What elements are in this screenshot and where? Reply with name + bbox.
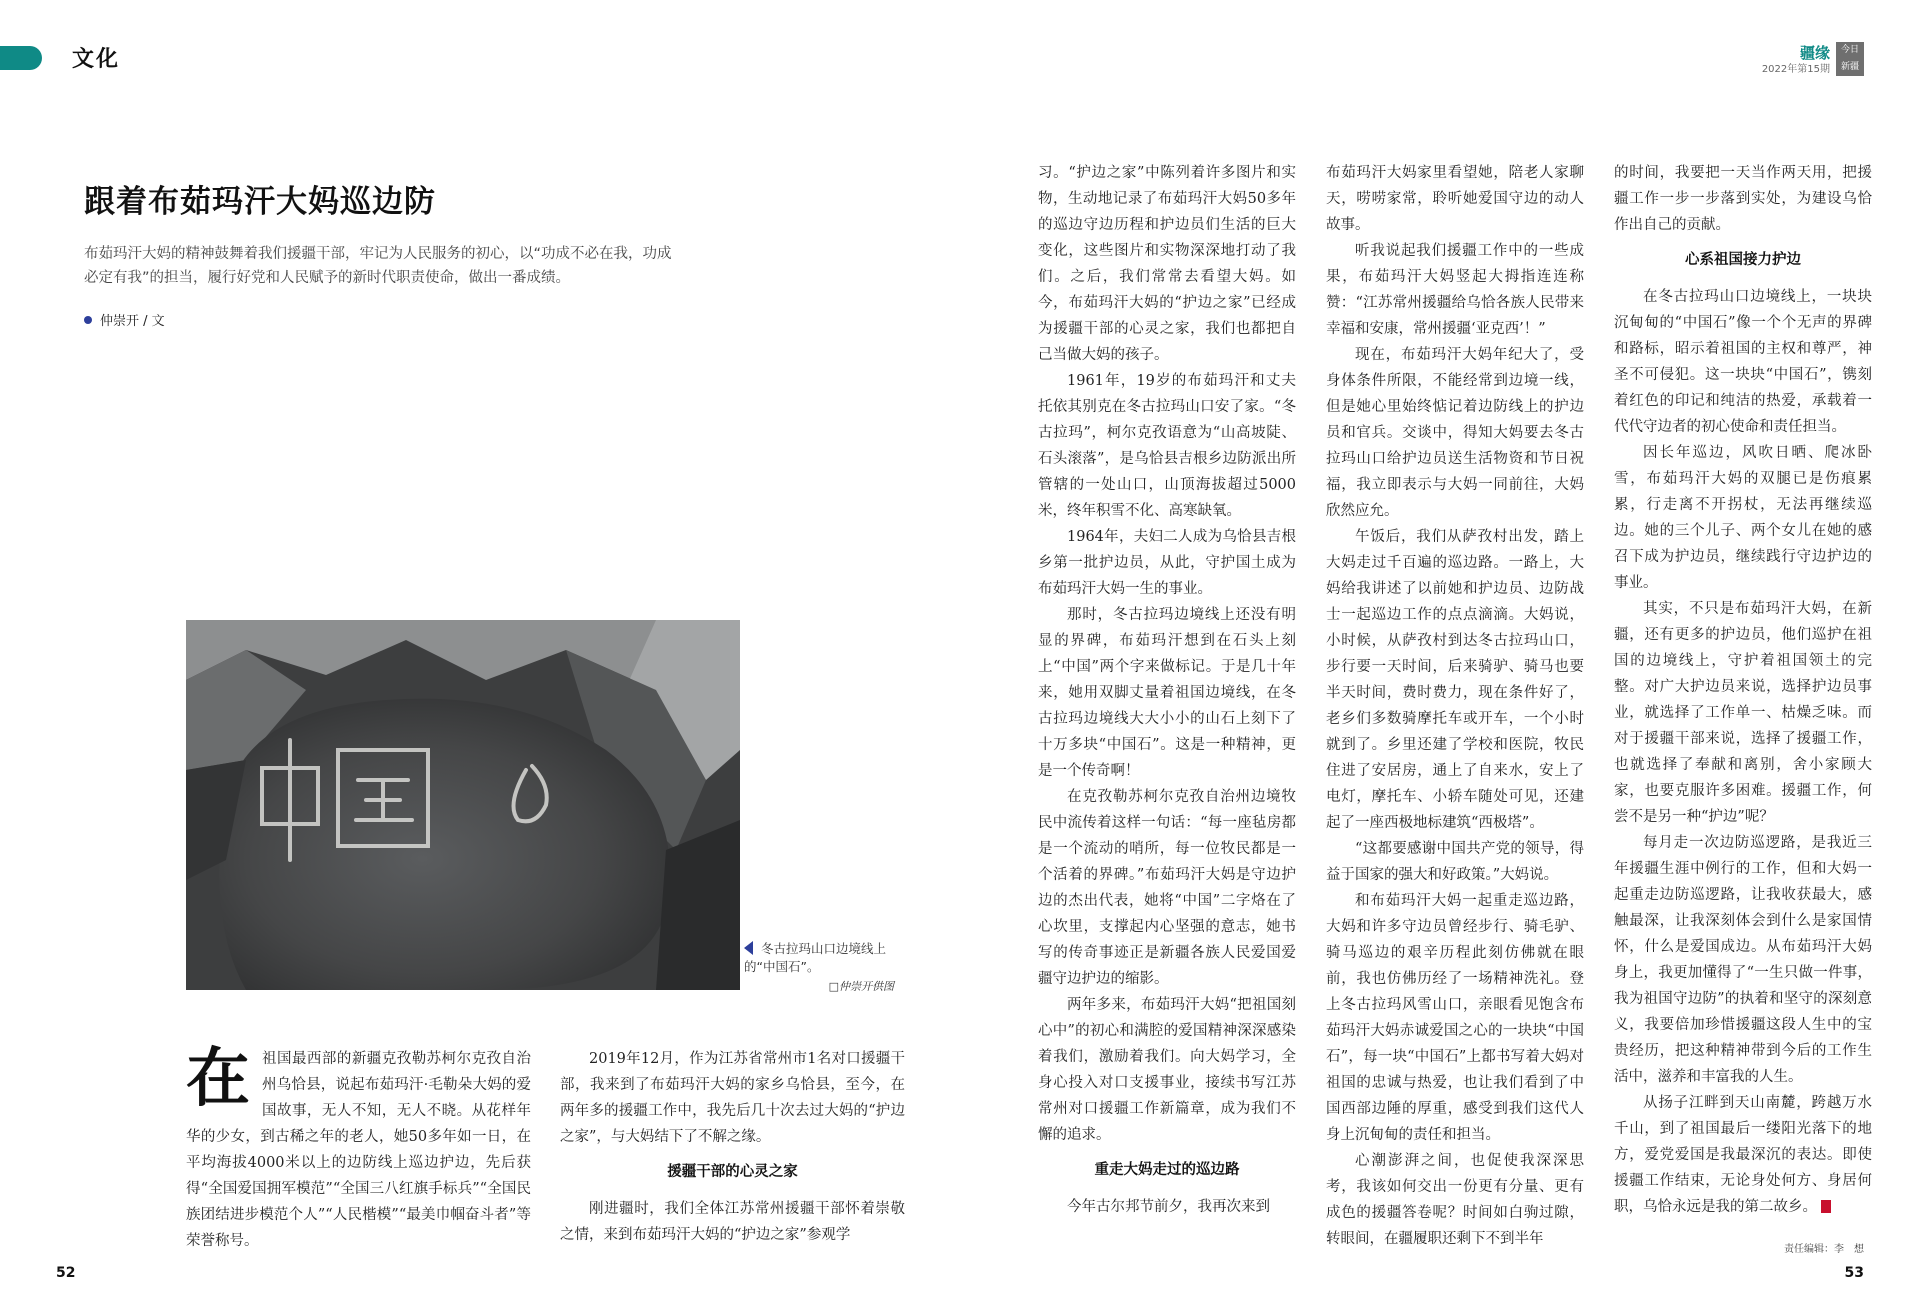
drop-cap: 在 xyxy=(186,1041,250,1116)
subheading: 重走大妈走过的巡边路 xyxy=(1094,1162,1240,1178)
paragraph: 的时间，我要把一天当作两天用，把援疆工作一步一步落到实处，为建设乌恰作出自己的贡献。 xyxy=(1614,165,1872,233)
badge-top: 今日 xyxy=(1840,45,1859,55)
article-column-5 xyxy=(1614,160,1872,1220)
section-tab-marker xyxy=(0,46,42,70)
photo-credit: □仲崇开供图 xyxy=(828,980,894,993)
paragraph: 每月走一次边防巡逻路，是我近三年援疆生涯中例行的工作，但和大妈一起重走边防巡逻路，让我收获最大，感触最深，让我深刻体会到什么是家国情怀，什么是爱国成边。从布茹玛汗大妈身上，我更加懂得了“一生只做一件事，我为祖国守边防”的执着和坚守的深刻意义，我要倍加珍惜援疆这段人生中的宝贵经历，把这种精神带到今后的工作生活中，滋养和丰富我的人生。 xyxy=(1614,835,1872,1085)
paragraph: “这都要感谢中国共产党的领导，得益于国家的强大和好政策。”大妈说。 xyxy=(1326,841,1584,883)
paragraph: 习。“护边之家”中陈列着许多图片和实物，生动地记录了布茹玛汗大妈50多年的巡边守边历程和护边员们生活的巨大变化，这些图片和实物深深地打动了我们。之后，我们常常去看望大妈。如今，布茹玛汗大妈的“护边之家”已经成为援疆干部的心灵之家，我们也都把自己当做大妈的孩子。 xyxy=(1038,165,1296,363)
paragraph: 布茹玛汗大妈家里看望她，陪老人家聊天，唠唠家常，聆听她爱国守边的动人故事。 xyxy=(1326,165,1584,233)
final-paragraph-text: 从扬子江畔到天山南麓，跨越万水千山，到了祖国最后一缕阳光落下的地方，爱党爱国是我最深沉的表达。即使援疆工作结束，无论身处何方、身居何职，乌恰永远是我的第二故乡。 xyxy=(1614,1095,1872,1215)
badge-bottom: 新疆 xyxy=(1840,62,1859,72)
paragraph: 午饭后，我们从萨孜村出发，踏上大妈走过千百遍的巡边路。一路上，大妈给我讲述了以前她和护边员、边防战士一起巡边工作的点点滴滴。大妈说，小时候，从萨孜村到达冬古拉玛山口，步行要一天时间，后来骑驴、骑马也要半天时间，费时费力，现在条件好了，老乡们多数骑摩托车或开车，一个小时就到了。乡里还建了学校和医院，牧民住进了安居房，通上了自来水，安上了电灯，摩托车、小轿车随处可见，还建起了一座西极地标建筑“西极塔”。 xyxy=(1326,529,1584,831)
page-number-left: 52 xyxy=(56,1265,76,1281)
paragraph: 1964年，夫妇二人成为乌恰县吉根乡第一批护边员，从此，守护国土成为布茹玛汗大妈一生的事业。 xyxy=(1038,529,1296,597)
paragraph: 和布茹玛汗大妈一起重走巡边路，大妈和许多守边员曾经步行、骑毛驴、骑马巡边的艰辛历程此刻仿佛就在眼前，我也仿佛历经了一场精神洗礼。登上冬古拉玛风雪山口，亲眼看见饱含布茹玛汗大妈赤诚爱国之心的一块块“中国石”，每一块“中国石”上都书写着大妈对祖国的忠诚与热爱，也让我们看到了中国西部边陲的厚重，感受到我们这代人身上沉甸甸的责任和担当。 xyxy=(1326,893,1584,1143)
article-column-3 xyxy=(1038,160,1296,1220)
magazine-masthead xyxy=(1754,42,1864,78)
author-byline xyxy=(84,310,165,329)
subheading: 心系祖国接力护边 xyxy=(1685,252,1801,268)
paragraph: 在克孜勒苏柯尔克孜自治州边境牧民中流传着这样一句话：“每一座毡房都是一个流动的哨所，每一位牧民都是一个活着的界碑。”布茹玛汗大妈是守边护边的杰出代表，她将“中国”二字烙在了心坎里，支撑起内心坚强的意志，她书写的传奇事迹正是新疆各族人民爱国爱疆守边护边的缩影。 xyxy=(1038,789,1296,987)
paragraph: 心潮澎湃之间，也促使我深深思考，我该如何交出一份更有分量、更有成色的援疆答卷呢？时间如白驹过隙，转眼间，在疆履职还剩下不到半年 xyxy=(1326,1153,1584,1247)
stone-photo-illustration xyxy=(186,620,740,990)
paragraph: 因长年巡边，风吹日晒、爬冰卧雪，布茹玛汗大妈的双腿已是伤痕累累，行走离不开拐杖，无法再继续巡边。她的三个儿子、两个女儿在她的感召下成为护边员，继续践行守边护边的事业。 xyxy=(1614,445,1872,591)
paragraph: 1961年，19岁的布茹玛汗和丈夫托依其别克在冬古拉玛山口安了家。“冬古拉玛”，柯尔克孜语意为“山高坡陡、石头滚落”，是乌恰县吉根乡边防派出所管辖的一处山口，山顶海拔超过5000米，终年积雪不化、高寒缺氧。 xyxy=(1038,373,1296,519)
author-name: 仲崇开 / 文 xyxy=(100,314,165,329)
article-title: 跟着布茹玛汗大妈巡边防 xyxy=(84,184,436,220)
byline-dot-icon xyxy=(84,316,92,324)
editor-credit: 责任编辑：李 想 xyxy=(1784,1244,1864,1255)
paragraph: 今年古尔邦节前夕，我再次来到 xyxy=(1067,1199,1270,1215)
paragraph: 两年多来，布茹玛汗大妈“把祖国刻心中”的初心和满腔的爱国精神深深感染着我们，激励着我们。向大妈学习，全身心投入对口支援事业，接续书写江苏常州对口援疆工作新篇章，成为我们不懈的追求。 xyxy=(1038,997,1296,1143)
paragraph: 祖国最西部的新疆克孜勒苏柯尔克孜自治州乌恰县，说起布茹玛汗·毛勒朵大妈的爱国故事，无人不知，无人不晓。从花样年华的少女，到古稀之年的老人，她50多年如一日，在平均海拔4000米以上的边防线上巡边护边，先后获得“全国爱国拥军模范”“全国三八红旗手标兵”“全国民族团结进步模范个人”“人民楷模”“最美巾帼奋斗者”等荣誉称号。 xyxy=(186,1051,531,1249)
article-photo xyxy=(186,620,740,990)
paragraph: 现在，布茹玛汗大妈年纪大了，受身体条件所限，不能经常到边境一线，但是她心里始终惦记着边防线上的护边员和官兵。交谈中，得知大妈要去冬古拉玛山口给护边员送生活物资和节日祝福，我立即表示与大妈一同前往，大妈欣然应允。 xyxy=(1326,347,1584,519)
paragraph: 那时，冬古拉玛边境线上还没有明显的界碑，布茹玛汗想到在石头上刻上“中国”两个字来做标记。于是几十年来，她用双脚丈量着祖国边境线，在冬古拉玛边境线大大小小的山石上刻下了十万多块“中国石”。这是一种精神，更是一个传奇啊！ xyxy=(1038,607,1296,779)
caption-text: 冬古拉玛山口边境线上的“中国石”。 xyxy=(744,941,887,974)
magazine-name: 疆缘 xyxy=(1799,44,1830,62)
caption-arrow-icon xyxy=(744,941,753,955)
page-number-right: 53 xyxy=(1844,1265,1864,1281)
paragraph: 其实，不只是布茹玛汗大妈，在新疆，还有更多的护边员，他们巡护在祖国的边境线上，守护着祖国领土的完整。对广大护边员来说，选择护边员事业，就选择了工作单一、枯燥乏味。而对于援疆干部来说，选择了援疆工作，也就选择了奉献和离别，舍小家顾大家，也要克服许多困难。援疆工作，何尝不是另一种“护边”呢？ xyxy=(1614,601,1872,825)
issue-label: 2022年第15期 xyxy=(1761,64,1830,75)
article-column-4 xyxy=(1326,160,1584,1252)
paragraph: 听我说起我们援疆工作中的一些成果，布茹玛汗大妈竖起大拇指连连称赞：“江苏常州援疆给乌恰各族人民带来幸福和安康，常州援疆‘亚克西’！” xyxy=(1326,243,1584,337)
subheading: 援疆干部的心灵之家 xyxy=(667,1164,798,1180)
article-column-1 xyxy=(186,1041,531,1254)
magazine-badge xyxy=(1836,42,1864,76)
photo-caption xyxy=(744,940,894,996)
section-label: 文化 xyxy=(72,47,121,72)
paragraph: 刚进疆时，我们全体江苏常州援疆干部怀着崇敬之情，来到布茹玛汗大妈的“护边之家”参观学 xyxy=(560,1201,905,1243)
paragraph xyxy=(1614,1090,1872,1220)
article-column-2 xyxy=(560,1046,905,1248)
end-mark-icon xyxy=(1821,1200,1831,1213)
paragraph: 在冬古拉玛山口边境线上，一块块沉甸甸的“中国石”像一个个无声的界碑和路标，昭示着祖国的主权和尊严，神圣不可侵犯。这一块块“中国石”，镌刻着红色的印记和纯洁的热爱，承载着一代代守边者的初心使命和责任担当。 xyxy=(1614,289,1872,435)
article-lead: 布茹玛汗大妈的精神鼓舞着我们援疆干部，牢记为人民服务的初心，以“功成不必在我，功成必定有我”的担当，履行好党和人民赋予的新时代职责使命，做出一番成绩。 xyxy=(84,246,672,286)
paragraph: 2019年12月，作为江苏省常州市1名对口援疆干部，我来到了布茹玛汗大妈的家乡乌恰县，至今，在两年多的援疆工作中，我先后几十次去过大妈的“护边之家”，与大妈结下了不解之缘。 xyxy=(560,1051,905,1145)
